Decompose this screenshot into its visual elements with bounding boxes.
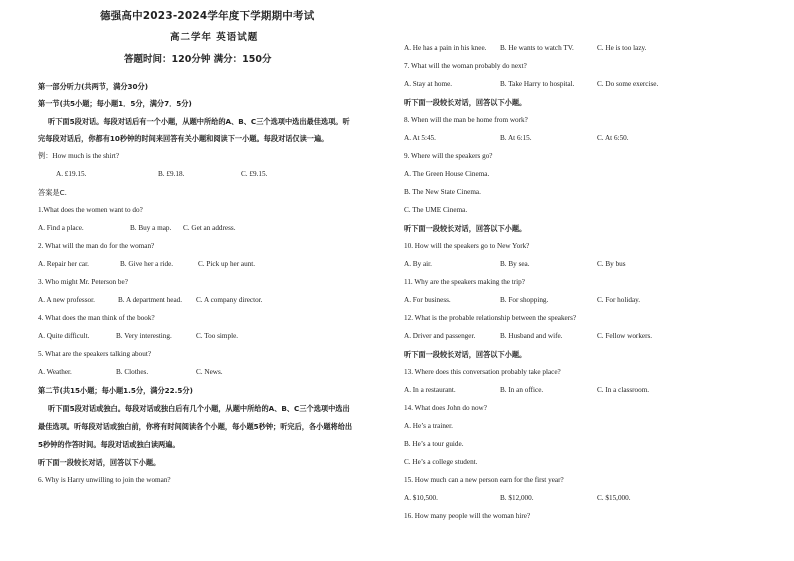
part1-header: 第一部分听力(共两节，满分30分) [38, 82, 149, 91]
example-option-b: B. £9.18. [158, 170, 185, 178]
q8-option-c: C. At 6:50. [597, 134, 629, 142]
q10-option-b: B. By sea. [500, 260, 530, 268]
q14-option-c: C. He’s a college student. [404, 458, 478, 466]
exam-subtitle: 高二学年 英语试题 [170, 32, 259, 43]
q5-option-b: B. Clothes. [116, 368, 149, 376]
q1-option-c: C. Get an address. [183, 224, 236, 232]
q9-option-c: C. The UME Cinema. [404, 206, 468, 214]
q14-option-b: B. He’s a tour guide. [404, 440, 464, 448]
section1-header: 第一节(共5小题；每小题1．5分，满分7．5分) [38, 99, 192, 108]
question-10: 10. How will the speakers go to New York? [404, 242, 530, 250]
q1-option-b: B. Buy a map. [130, 224, 172, 232]
question-16: 16. How many people will the woman hire? [404, 512, 531, 520]
q8-option-b: B. At 6:15. [500, 134, 532, 142]
q6-option-c: C. He is too lazy. [597, 44, 647, 52]
question-4: 4. What does the man think of the book? [38, 314, 155, 322]
question-6: 6. Why is Harry unwilling to join the woman? [38, 476, 171, 484]
q15-option-c: C. $15,000. [597, 494, 631, 502]
q15-option-a: A. $10,500. [404, 494, 438, 502]
q13-option-a: A. In a restaurant. [404, 386, 456, 394]
question-3: 3. Who might Mr. Peterson be? [38, 278, 128, 286]
q12-option-b: B. Husband and wife. [500, 332, 563, 340]
section2-instruction-line2: 最佳选项。听每段对话或独白前，你将有时间阅读各个小题，每小题5秒钟；听完后，各小题将给出 [38, 422, 353, 431]
q1-option-a: A. Find a place. [38, 224, 84, 232]
q7-option-a: A. Stay at home. [404, 80, 453, 88]
q2-option-b: B. Give her a ride. [120, 260, 174, 268]
question-9: 9. Where will the speakers go? [404, 152, 493, 160]
q6-option-a: A. He has a pain in his knee. [404, 44, 487, 52]
example-answer: 答案是C. [38, 188, 67, 197]
q9-option-a: A. The Green House Cinema. [404, 170, 490, 178]
q7-option-c: C. Do some exercise. [597, 80, 659, 88]
question-8: 8. When will the man be home from work? [404, 116, 528, 124]
q11-option-a: A. For business. [404, 296, 451, 304]
q4-option-b: B. Very interesting. [116, 332, 172, 340]
q4-option-a: A. Quite difficult. [38, 332, 90, 340]
q8-option-a: A. At 5:45. [404, 134, 436, 142]
section2-instruction-line3: 5秒钟的作答时间。每段对话或独白读两遍。 [38, 440, 180, 449]
section1-instruction-line2: 完每段对话后，你都有10秒钟的时间来回答有关小题和阅读下一小题。每段对话仅读一遍。 [38, 134, 329, 143]
q15-option-b: B. $12,000. [500, 494, 534, 502]
example-question: 例：How much is the shirt? [38, 152, 120, 160]
exam-time-score: 答题时间：120分钟 满分：150分 [124, 54, 272, 65]
section2-header: 第二节(共15小题；每小题1.5分，满分22.5分) [38, 386, 193, 395]
q11-option-b: B. For shopping. [500, 296, 549, 304]
q14-option-a: A. He’s a trainer. [404, 422, 453, 430]
q3-option-c: C. A company director. [196, 296, 263, 304]
question-11: 11. Why are the speakers making the trip? [404, 278, 525, 286]
listen-instruction-q13: 听下面一段较长对话，回答以下小题。 [404, 350, 527, 359]
q2-option-a: A. Repair her car. [38, 260, 89, 268]
question-12: 12. What is the probable relationship between the speakers? [404, 314, 577, 322]
q3-option-b: B. A department head. [118, 296, 183, 304]
section1-instruction-line1: 听下面5段对话。每段对话后有一个小题，从题中所给的A、B、C三个选项中选出最佳选项。听 [48, 117, 350, 126]
q5-option-a: A. Weather. [38, 368, 72, 376]
q12-option-a: A. Driver and passenger. [404, 332, 476, 340]
question-1: 1.What does the women want to do? [38, 206, 143, 214]
section2-instruction-line1: 听下面5段对话或独白。每段对话或独白后有几个小题，从题中所给的A、B、C三个选项中选出 [48, 404, 350, 413]
q11-option-c: C. For holiday. [597, 296, 641, 304]
q5-option-c: C. News. [196, 368, 223, 376]
q6-option-b: B. He wants to watch TV. [500, 44, 574, 52]
exam-title: 德强高中2023-2024学年度下学期期中考试 [100, 10, 315, 22]
example-option-c: C. £9.15. [241, 170, 268, 178]
q13-option-b: B. In an office. [500, 386, 544, 394]
q10-option-c: C. By bus [597, 260, 626, 268]
question-15: 15. How much can a new person earn for the first year? [404, 476, 564, 484]
example-option-a: A. £19.15. [56, 170, 87, 178]
q10-option-a: A. By air. [404, 260, 432, 268]
question-14: 14. What does John do now? [404, 404, 487, 412]
q9-option-b: B. The New State Cinema. [404, 188, 481, 196]
q13-option-c: C. In a classroom. [597, 386, 650, 394]
q3-option-a: A. A new professor. [38, 296, 95, 304]
q12-option-c: C. Fellow workers. [597, 332, 653, 340]
q2-option-c: C. Pick up her aunt. [198, 260, 256, 268]
listen-instruction-q8: 听下面一段较长对话，回答以下小题。 [404, 98, 527, 107]
q4-option-c: C. Too simple. [196, 332, 239, 340]
question-13: 13. Where does this conversation probably take place? [404, 368, 561, 376]
question-5: 5. What are the speakers talking about? [38, 350, 152, 358]
listen-instruction-q10: 听下面一段较长对话，回答以下小题。 [404, 224, 527, 233]
q7-option-b: B. Take Harry to hospital. [500, 80, 575, 88]
question-7: 7. What will the woman probably do next? [404, 62, 527, 70]
question-2: 2. What will the man do for the woman? [38, 242, 155, 250]
listen-instruction-q6: 听下面一段较长对话，回答以下小题。 [38, 458, 161, 467]
